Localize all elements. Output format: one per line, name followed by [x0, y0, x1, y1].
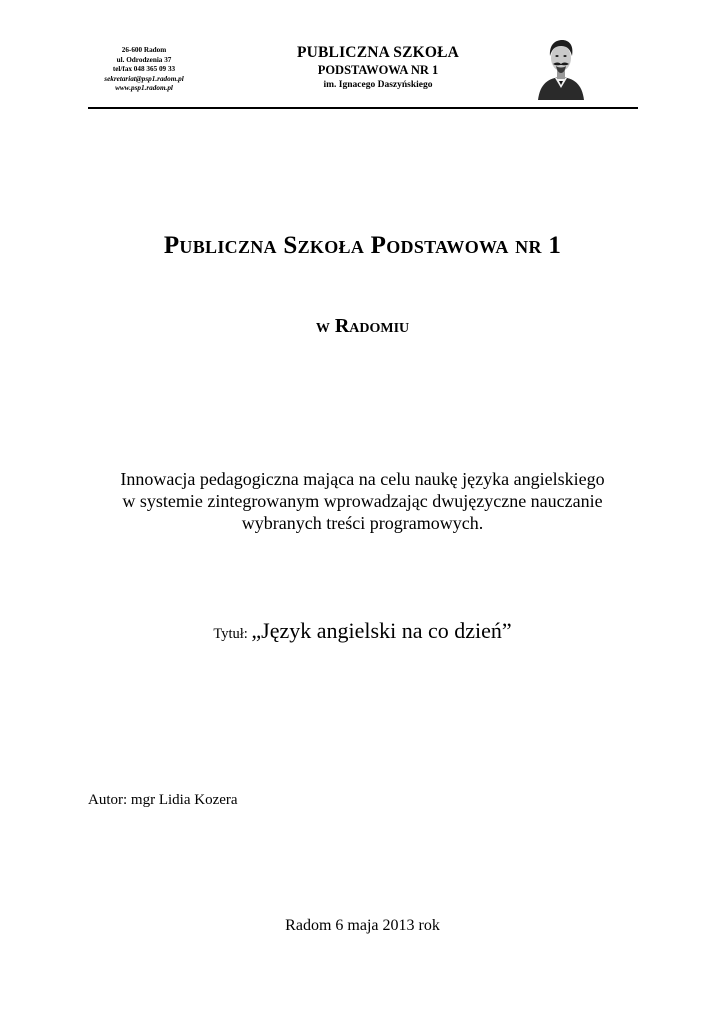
- address-postcode: 26-600 Radom: [121, 46, 167, 54]
- letterhead: [88, 38, 638, 108]
- description-line: wybranych treści programowych.: [241, 513, 484, 533]
- address-street: ul. Odrodzenia 37: [116, 55, 172, 64]
- school-name-line2: PODSTAWOWA NR 1: [317, 63, 439, 77]
- address-website: www.psp1.radom.pl: [115, 84, 173, 93]
- document-title: Publiczna Szkoła Podstawowa nr 1: [163, 232, 562, 259]
- letterhead-school-name: [248, 43, 508, 92]
- address-email: sekretariat@psp1.radom.pl: [104, 74, 184, 83]
- topic-value: „Język angielski na co dzień”: [251, 618, 512, 643]
- innovation-description: [60, 468, 665, 534]
- place-and-date: Radom 6 maja 2013 rok: [285, 917, 440, 934]
- address-phone: tel/fax 048 365 09 33: [112, 65, 176, 74]
- letterhead-divider: [88, 107, 638, 109]
- school-patron: im. Ignacego Daszyńskiego: [323, 80, 433, 90]
- school-name-line1: PUBLICZNA SZKOŁA: [296, 44, 460, 61]
- description-line: w systemie zintegrowanym wprowadzając dwujęzyczne nauczanie: [122, 491, 603, 511]
- description-line: Innowacja pedagogiczna mająca na celu naukę języka angielskiego: [120, 469, 605, 489]
- patron-portrait-icon: [536, 34, 586, 100]
- document-subtitle: w Radomiu: [315, 315, 410, 337]
- author-line: Autor: mgr Lidia Kozera: [88, 792, 238, 808]
- school-address: [88, 46, 200, 94]
- topic-line: [0, 618, 725, 644]
- topic-label: Tytuł:: [213, 626, 252, 642]
